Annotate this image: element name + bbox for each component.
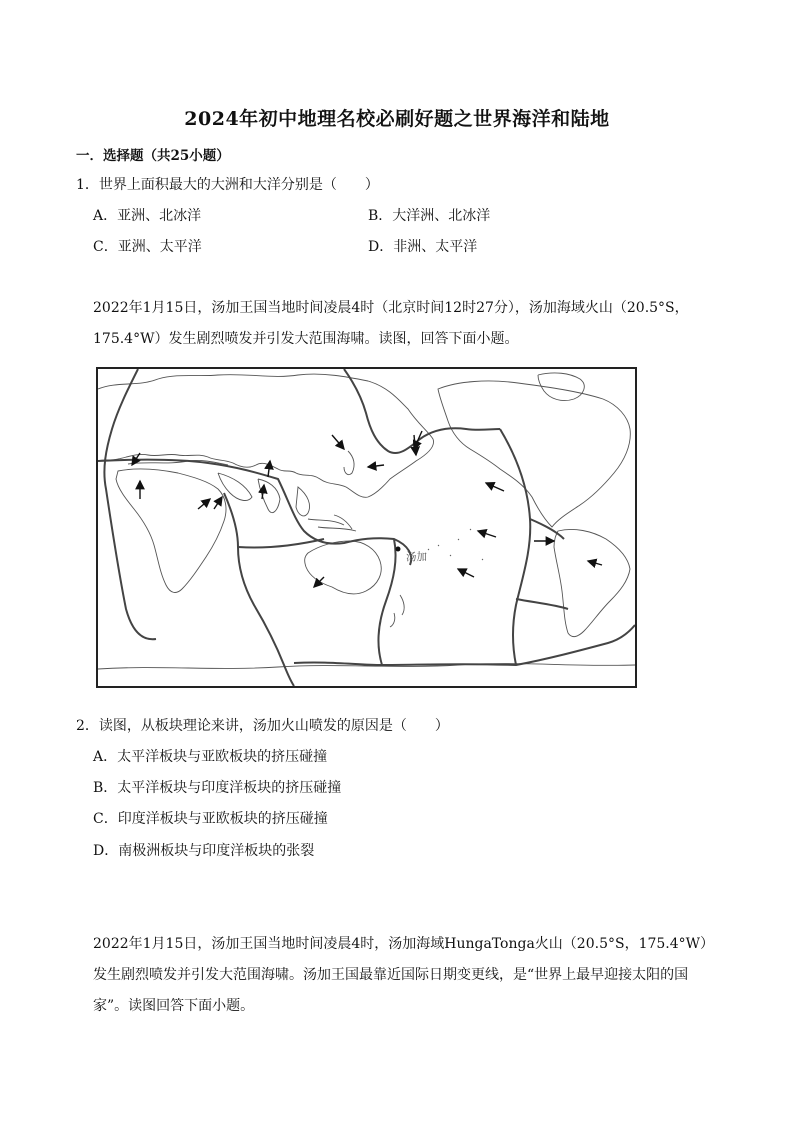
question-2-option-b[interactable]: B．太平洋板块与印度洋板块的挤压碰撞: [93, 780, 342, 796]
question-2-option-c[interactable]: C．印度洋板块与亚欧板块的挤压碰撞: [93, 811, 328, 827]
question-1-option-b[interactable]: B．大洋洲、北冰洋: [368, 208, 491, 224]
question-2-option-a[interactable]: A．太平洋板块与亚欧板块的挤压碰撞: [93, 749, 328, 765]
plate-boundaries: [98, 369, 635, 686]
question-1-option-a[interactable]: A．亚洲、北冰洋: [93, 208, 202, 224]
tonga-volcano-marker: [396, 547, 401, 552]
question-2-option-d[interactable]: D．南极洲板块与印度洋板块的张裂: [93, 843, 315, 859]
question-1-stem: 1．世界上面积最大的大洲和大洋分别是（ ）: [76, 177, 379, 193]
passage-1: 2022年1月15日，汤加王国当地时间凌晨4时（北京时间12时27分），汤加海域火山（20.5°S，175.4°W）发生剧烈喷发并引发大范围海啸。读图，回答下面小题。: [93, 300, 689, 347]
question-1-option-d[interactable]: D．非洲、太平洋: [368, 239, 478, 255]
plate-motion-arrows: [132, 431, 602, 587]
plate-boundary-world-map: [96, 367, 637, 688]
passage-2: 2022年1月15日，汤加王国当地时间凌晨4时，汤加海域HungaTonga火山（20.5°S，175.4°W）发生剧烈喷发并引发大范围海啸。汤加王国最靠近国际日期变更线，是“世界上最早迎接太阳的国家”。读图回答下面小题。: [93, 936, 715, 1014]
question-2-stem: 2．读图，从板块理论来讲，汤加火山喷发的原因是（ ）: [76, 718, 449, 734]
tonga-label: 汤加: [406, 551, 427, 563]
page-title: 2024年初中地理名校必刷好题之世界海洋和陆地: [184, 108, 610, 130]
world-map-svg: [98, 369, 635, 686]
question-1-option-c[interactable]: C．亚洲、太平洋: [93, 239, 202, 255]
section-heading: 一．选择题（共25小题）: [76, 148, 230, 164]
